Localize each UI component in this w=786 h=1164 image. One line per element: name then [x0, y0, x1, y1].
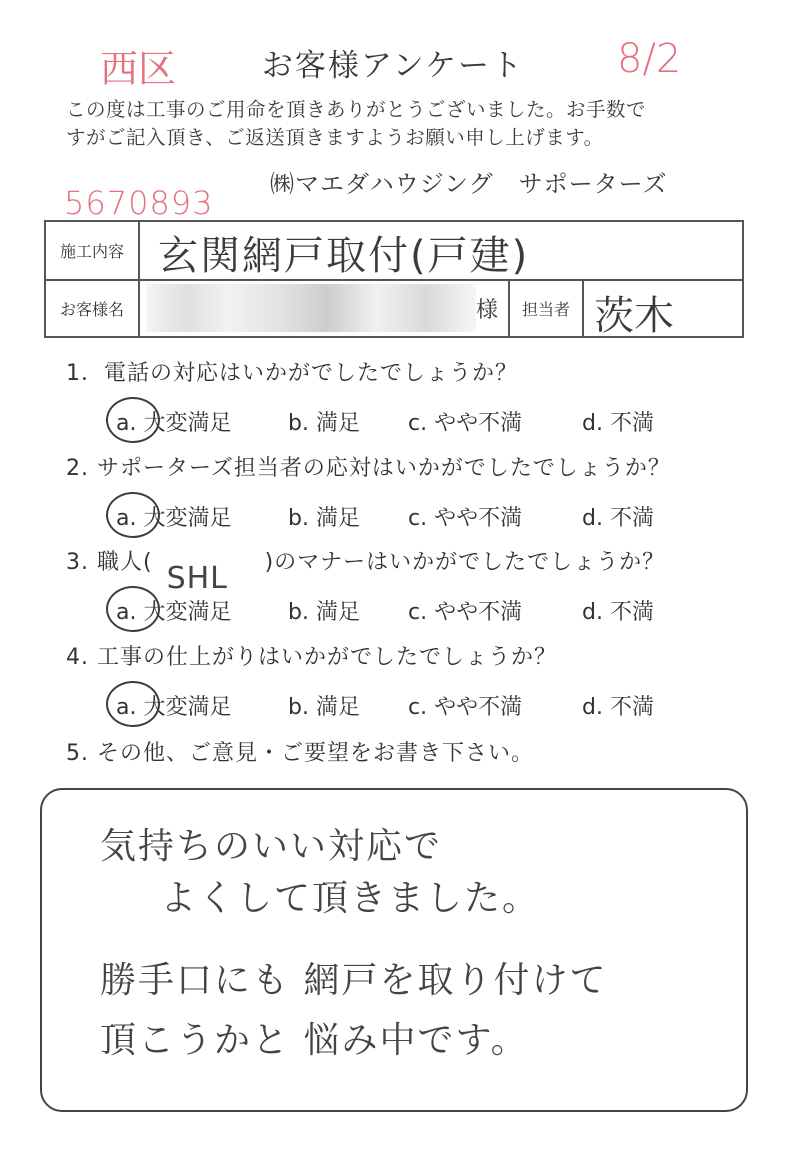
question-1: 1．電話の対応はいかがでしたでしょうか？: [66, 361, 518, 386]
option-d[interactable]: d. 不満: [582, 695, 654, 720]
question-3: [66, 545, 666, 596]
table-col-divider: [582, 279, 584, 336]
date-handwritten-note: 8/2: [617, 36, 682, 82]
staff-value: 茨木: [594, 293, 674, 339]
question-3-suffix: )のマナーはいかがでしたでしょうか？: [264, 550, 666, 575]
selection-circle: [106, 681, 160, 727]
option-a[interactable]: a. 大変満足: [116, 406, 231, 437]
company-name: ㈱マエダハウジング サポーターズ: [270, 170, 668, 198]
option-b[interactable]: b. 満足: [288, 506, 360, 531]
option-b[interactable]: b. 満足: [288, 600, 360, 625]
region-handwritten-note: 西区: [100, 47, 177, 91]
customer-name-label: お客様名: [59, 299, 124, 319]
work-content-value: 玄関網戸取付(戸建): [158, 233, 530, 279]
question-5: 5. その他、ご意見・ご要望をお書き下さい。: [66, 741, 534, 766]
comment-line-4: 頂こうかと 悩み中です。: [100, 1020, 529, 1061]
option-d[interactable]: d. 不満: [582, 411, 654, 436]
option-a[interactable]: a. 大変満足: [116, 595, 231, 626]
intro-line-1: この度は工事のご用命を頂きありがとうございました。お手数で: [66, 98, 647, 121]
selection-circle: [106, 492, 160, 538]
option-c[interactable]: c. やや不満: [408, 506, 523, 531]
question-3-prefix: 3. 職人(: [66, 550, 153, 575]
option-a[interactable]: a. 大変満足: [116, 501, 231, 532]
comment-line-2: よくして頂きました。: [160, 878, 541, 919]
order-number: 5670893: [64, 184, 214, 222]
customer-name-redacted: [146, 284, 476, 332]
table-col-divider: [138, 222, 140, 336]
question-2: 2. サポーターズ担当者の応対はいかがでしたでしょうか？: [66, 456, 671, 481]
comment-line-3: 勝手口にも 網戸を取り付けて: [100, 960, 608, 1001]
intro-text: [66, 96, 746, 152]
selection-circle: [106, 397, 160, 443]
option-c[interactable]: c. やや不満: [408, 600, 523, 625]
intro-line-2: すがご記入頂き、ご返送頂きますようお願い申し上げます。: [66, 126, 604, 149]
info-table: [44, 220, 744, 338]
comment-line-1: 気持ちのいい対応で: [100, 826, 443, 867]
staff-label: 担当者: [521, 299, 570, 319]
option-a[interactable]: a. 大変満足: [116, 690, 231, 721]
question-4: 4. 工事の仕上がりはいかがでしたでしょうか？: [66, 645, 557, 670]
option-d[interactable]: d. 不満: [582, 600, 654, 625]
option-d[interactable]: d. 不満: [582, 506, 654, 531]
option-c[interactable]: c. やや不満: [408, 411, 523, 436]
selection-circle: [106, 586, 160, 632]
option-b[interactable]: b. 満足: [288, 411, 360, 436]
craftsman-handwritten: SHL: [166, 561, 228, 596]
form-title: お客様アンケート: [261, 48, 525, 84]
work-content-label: 施工内容: [59, 242, 124, 261]
customer-honorific: 様: [475, 297, 498, 323]
option-c[interactable]: c. やや不満: [408, 695, 523, 720]
comment-box[interactable]: [40, 788, 748, 1112]
option-b[interactable]: b. 満足: [288, 695, 360, 720]
